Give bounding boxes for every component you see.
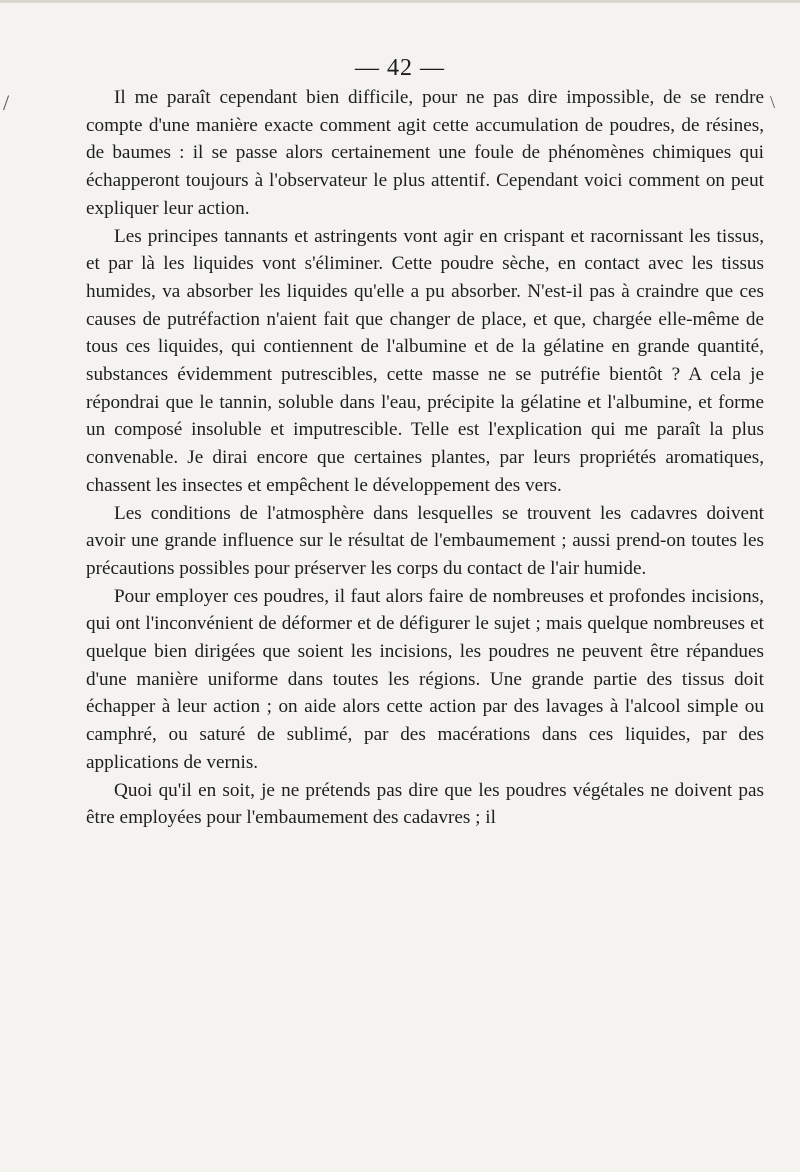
page-number: — 42 — (355, 55, 445, 81)
margin-mark-right: \ (770, 92, 776, 112)
page-edge (0, 0, 800, 3)
paragraph: Les principes tannants et astringents vont agir en crispant et racornissant les tissus, et par là les liquides vont s'éliminer. Cette poudre sèche, en contact avec les tissus humides, va absorber les liquides qu'elle a pu absorber. N'est-il pas à craindre que ces causes de putréfaction n'aient fait que changer de place, et que, chargée elle-même de tous ces liquides, qui contiennent de l'albumine et de la gélatine en grande quantité, substances évidemment putrescibles, cette masse ne se putréfie bientôt ? A cela je répondrai que le tannin, soluble dans l'eau, précipite la gélatine et l'albumine, et forme un composé insoluble et imputrescible. Telle est l'explication qui me paraît la plus convenable. Je dirai encore que certaines plantes, par leurs propriétés aromatiques, chassent les insectes et empêchent le développement des vers. (86, 225, 764, 496)
paragraph: Il me paraît cependant bien difficile, pour ne pas dire impossible, de se rendre compte d'une manière exacte comment agit cette accumulation de poudres, de résines, de baumes : il se passe alors certainement une foule de phénomènes chimiques qui échapperont toujours à l'observateur le plus attentif. Cependant voici comment on peut expliquer leur action. (86, 87, 764, 219)
margin-mark-left: / (3, 90, 10, 115)
body-text (86, 84, 764, 832)
paragraph: Quoi qu'il en soit, je ne prétends pas dire que les poudres végétales ne doivent pas être employées pour l'embaumement des cadavres ; il (86, 779, 764, 829)
paragraph: Les conditions de l'atmosphère dans lesquelles se trouvent les cadavres doivent avoir une grande influence sur le résultat de l'embaumement ; aussi prend-on toutes les précautions possibles pour préserver les corps du contact de l'air humide. (86, 502, 764, 579)
paragraph: Pour employer ces poudres, il faut alors faire de nombreuses et profondes incisions, qui ont l'inconvénient de déformer et de défigurer le sujet ; mais quelque nombreuses et quelque bien dirigées que soient les incisions, les poudres ne peuvent être répandues d'une manière uniforme dans toutes les régions. Une grande partie des tissus doit échapper à leur action ; on aide alors cette action par des lavages à l'alcool simple ou camphré, ou saturé de sublimé, par des macérations dans ces liquides, par des applications de vernis. (86, 585, 764, 773)
